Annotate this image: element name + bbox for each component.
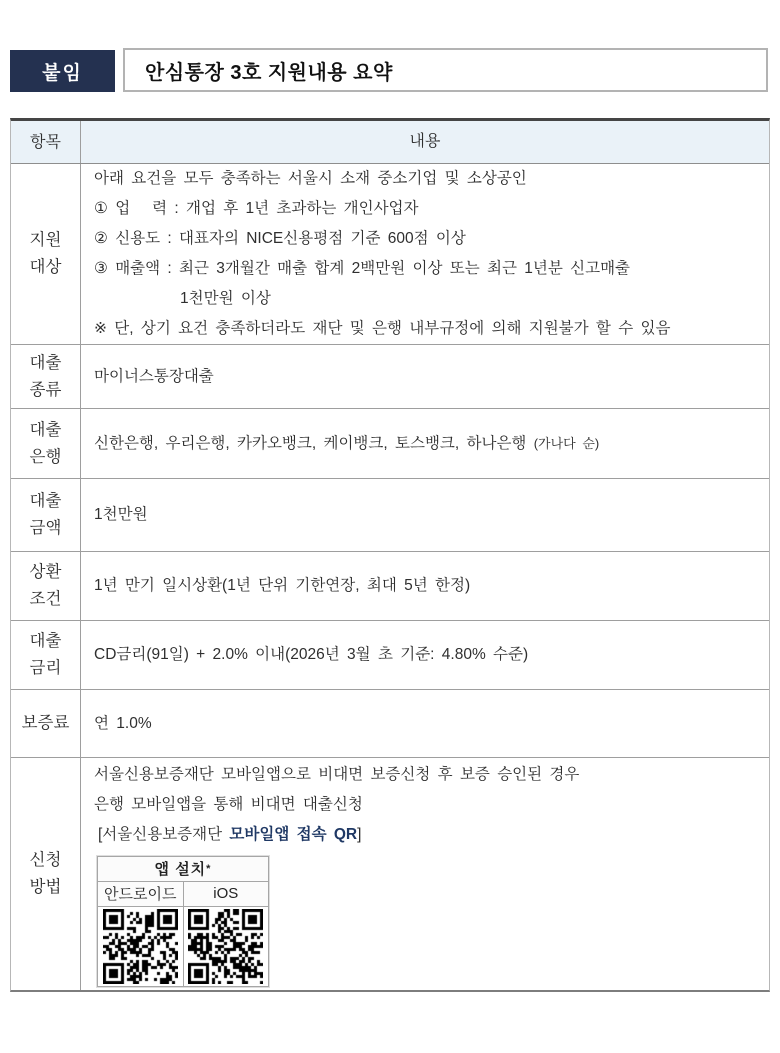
table-header-row	[11, 121, 769, 164]
row-label	[11, 621, 81, 689]
app-platform-row	[98, 882, 268, 907]
qr-caption-prefix: [서울신용보증재단	[98, 825, 230, 843]
content-line: 1천만원 이상	[180, 290, 271, 307]
row-label	[11, 552, 81, 620]
table-row-loan-amount	[11, 479, 769, 552]
platform-ios-label: iOS	[184, 882, 269, 906]
banks-list: 신한은행, 우리은행, 카카오뱅크, 케이뱅크, 토스뱅크, 하나은행	[94, 434, 527, 452]
content-line: 1천만원	[94, 506, 148, 523]
row-label-line: 은행	[29, 447, 62, 466]
app-install-header	[98, 857, 268, 882]
row-label-line: 종류	[29, 380, 62, 399]
summary-table	[10, 118, 770, 992]
qr-code-android	[103, 909, 178, 984]
table-row-loan-type	[11, 345, 769, 409]
qr-caption-suffix: ]	[357, 825, 362, 843]
row-label-line: 보증료	[21, 714, 70, 732]
row-content	[81, 409, 769, 478]
row-label-line: 대출	[29, 492, 62, 510]
row-label	[11, 479, 81, 551]
content-line: ① 업 력 : 개업 후 1년 초과하는 개인사업자	[94, 200, 419, 217]
app-install-table	[97, 856, 269, 987]
qr-caption-highlight: 모바일앱 접속 QR	[229, 825, 358, 843]
table-row-loan-banks	[11, 409, 769, 479]
table-row-application-method	[11, 758, 769, 990]
row-content	[81, 479, 769, 551]
qr-code-ios	[188, 909, 263, 984]
row-label-line: 대출	[29, 420, 62, 439]
content-line: ③ 매출액 : 최근 3개월간 매출 합계 2백만원 이상 또는 최근 1년분 신고매출	[94, 260, 631, 277]
content-line: 아래 요건을 모두 충족하는 서울시 소재 중소기업 및 소상공인	[94, 170, 527, 187]
banks-sort-note: (가나다 순)	[533, 435, 600, 451]
row-label-line: 대출	[29, 353, 62, 372]
content-line: 연 1.0%	[94, 714, 152, 732]
row-content	[81, 621, 769, 689]
content-line: 1년 만기 일시상환(1년 단위 기한연장, 최대 5년 한정)	[94, 577, 471, 594]
row-content	[81, 552, 769, 620]
row-label-line: 신청	[29, 851, 62, 869]
table-row-support-target	[11, 164, 769, 345]
row-label-line: 조건	[29, 590, 62, 608]
page-title: 안심통장 3호 지원내용 요약	[123, 48, 768, 92]
column-header-content: 내용	[409, 133, 441, 150]
row-label-line: 대상	[29, 258, 62, 276]
table-row-repayment-terms	[11, 552, 769, 621]
qr-ios-cell	[184, 907, 269, 986]
content-line: 마이너스통장대출	[94, 367, 214, 385]
attachment-badge: 붙임	[10, 50, 115, 92]
content-line: ② 신용도 : 대표자의 NICE신용평점 기준 600점 이상	[94, 230, 466, 247]
column-header-item: 항목	[11, 121, 81, 163]
document-header	[10, 48, 768, 92]
row-content	[81, 690, 769, 757]
row-label-line: 금리	[29, 659, 62, 677]
row-content	[81, 345, 769, 408]
content-line	[94, 429, 759, 459]
app-install-title: 앱 설치	[154, 861, 207, 878]
row-label-line: 지원	[29, 231, 62, 249]
content-line: ※ 단, 상기 요건 충족하더라도 재단 및 은행 내부규정에 의해 지원불가 할 수 있음	[94, 320, 671, 337]
content-line: 은행 모바일앱을 통해 비대면 대출신청	[94, 795, 363, 813]
row-label	[11, 345, 81, 408]
row-content	[81, 758, 769, 990]
app-install-footnote-mark: *	[206, 862, 212, 875]
content-line: 서울신용보증재단 모바일앱으로 비대면 보증신청 후 보증 승인된 경우	[94, 765, 580, 783]
table-row-guarantee-fee	[11, 690, 769, 758]
table-row-interest-rate	[11, 621, 769, 690]
content-line: CD금리(91일) + 2.0% 이내(2026년 3월 초 기준: 4.80% 수준)	[94, 646, 529, 663]
row-label-line: 대출	[29, 632, 62, 650]
row-label-line: 금액	[29, 519, 62, 537]
platform-android-label: 안드로이드	[98, 882, 184, 906]
document-page	[0, 48, 780, 1053]
qr-android-cell	[98, 907, 184, 986]
qr-code-row	[98, 907, 268, 986]
row-label	[11, 690, 81, 757]
row-label	[11, 409, 81, 478]
row-label	[11, 164, 81, 344]
row-label-line: 방법	[29, 878, 62, 896]
row-label	[11, 758, 81, 990]
row-label-line: 상환	[29, 563, 62, 581]
qr-caption	[94, 820, 759, 850]
row-content	[81, 164, 769, 344]
